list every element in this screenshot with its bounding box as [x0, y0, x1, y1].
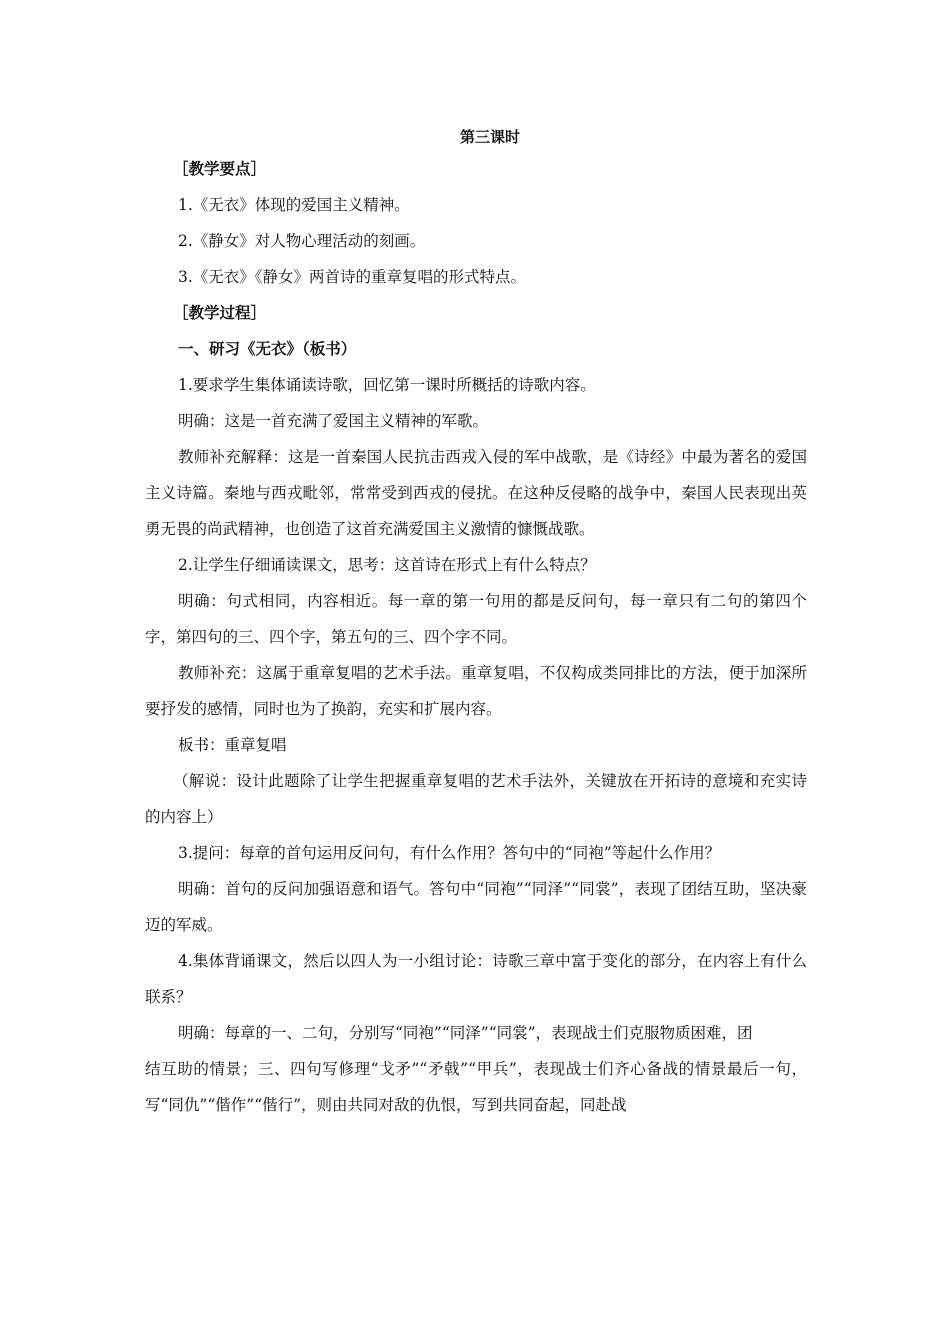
paragraph: 明确：每章的一、二句，分别写“同袍”“同泽”“同裳”，表现战士们克服物质困难，团 — [178, 1024, 753, 1042]
key-point-3: 3.《无衣》《静女》两首诗的重章复唱的形式特点。 — [178, 268, 527, 286]
document-body — [145, 151, 807, 1123]
paragraph: 明确：首句的反问加强语意和语气。答句中“同袍”“同泽”“同裳”，表现了团结互助，坚决豪迈的军威。 — [145, 880, 807, 934]
paragraph: 3.提问：每章的首句运用反问句，有什么作用？答句中的“同袍”等起什么作用？ — [178, 844, 721, 862]
paragraph: 明确：句式相同，内容相近。每一章的第一句用的都是反问句，每一章只有二句的第四个字，第四句的三、四个字，第五句的三、四个字不同。 — [145, 592, 807, 646]
heading-key-points: ［教学要点］ — [173, 160, 267, 178]
paragraph: 板书：重章复唱 — [178, 736, 287, 754]
paragraph: 1.要求学生集体诵读诗歌，回忆第一课时所概括的诗歌内容。 — [178, 376, 596, 394]
paragraph: 4.集体背诵课文，然后以四人为一小组讨论：诗歌三章中富于变化的部分，在内容上有什么联系？ — [145, 952, 807, 1006]
paragraph: 结互助的情景；三、四句写修理“戈矛”“矛戟”“甲兵”，表现战士们齐心备战的情景最后一句，写“同仇”“偕作”“偕行”，则由共同对敌的仇恨，写到共同奋起，同赴战 — [145, 1060, 807, 1114]
key-point-2: 2.《静女》对人物心理活动的刻画。 — [178, 232, 426, 250]
paragraph: 明确：这是一首充满了爱国主义精神的军歌。 — [178, 412, 489, 430]
heading-process: ［教学过程］ — [173, 304, 267, 322]
paragraph: 教师补充：这属于重章复唱的艺术手法。重章复唱，不仅构成类同排比的方法，便于加深所要抒发的感情，同时也为了换韵，充实和扩展内容。 — [145, 664, 807, 718]
key-point-1: 1.《无衣》体现的爱国主义精神。 — [178, 196, 410, 214]
page-title: 第三课时 — [459, 128, 520, 146]
paragraph: 2.让学生仔细诵读课文，思考：这首诗在形式上有什么特点？ — [178, 556, 596, 574]
paragraph: 教师补充解释：这是一首秦国人民抗击西戎入侵的军中战歌，是《诗经》中最为著名的爱国主义诗篇。秦地与西戎毗邻，常常受到西戎的侵扰。在这种反侵略的战争中，秦国人民表现出英勇无畏的尚武精神，也创造了这首充满爱国主义激情的慷慨战歌。 — [145, 448, 807, 538]
section-heading-one: 一、研习《无衣》（板书） — [178, 340, 357, 358]
paragraph-note: （解说：设计此题除了让学生把握重章复唱的艺术手法外，关键放在开拓诗的意境和充实诗的内容上） — [145, 772, 807, 826]
